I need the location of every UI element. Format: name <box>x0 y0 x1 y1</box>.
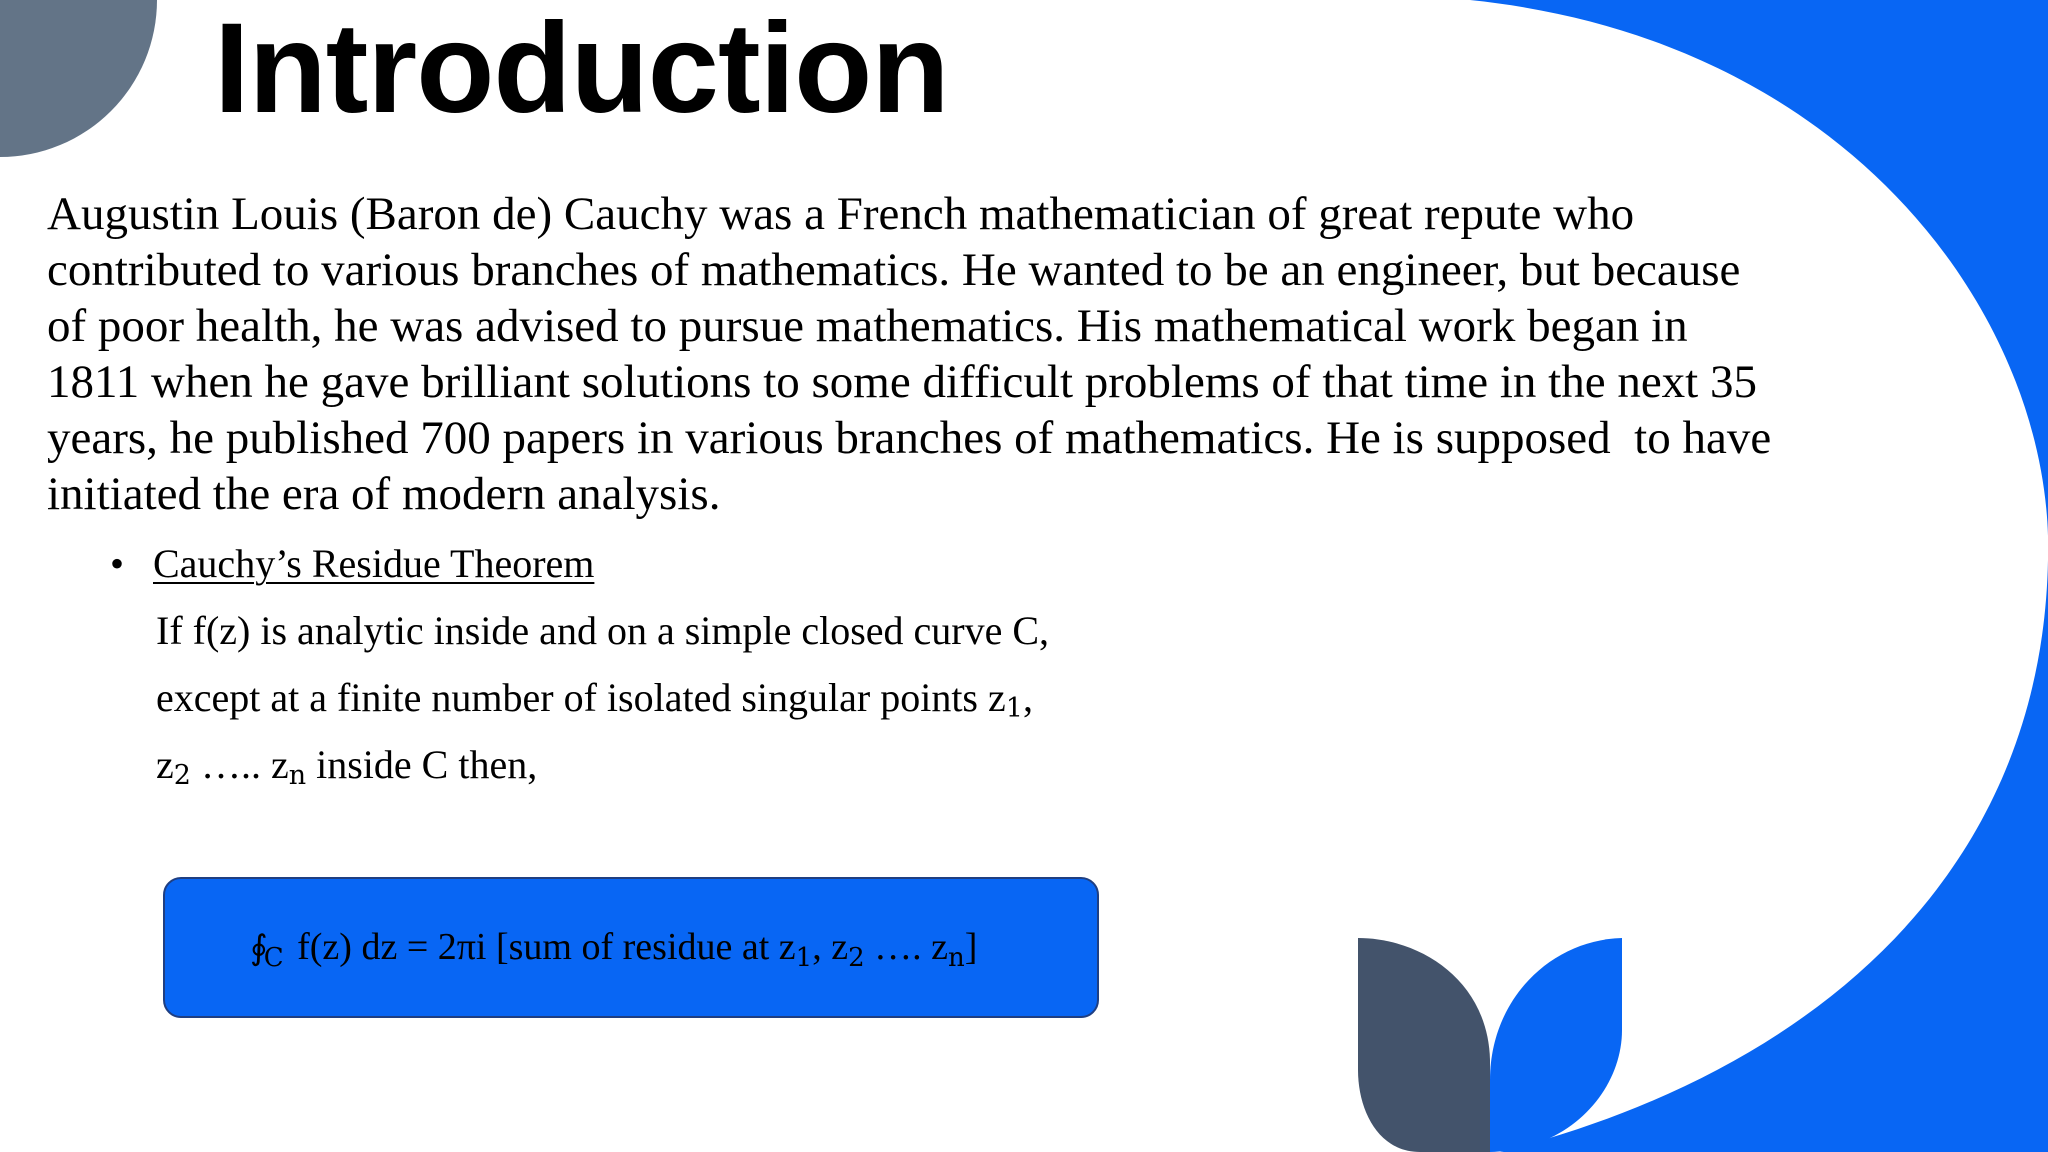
formula-separator: , z <box>812 926 849 968</box>
theorem-line-2 <box>156 671 1033 725</box>
integral-subscript-c: C <box>263 943 284 973</box>
theorem-line-3-z: z <box>156 742 174 787</box>
residue-formula <box>250 920 977 975</box>
formula-subscript-2: 2 <box>848 943 865 973</box>
formula-lhs: f(z) dz = 2πi [sum of residue at z <box>287 926 796 968</box>
intro-line-2: contributed to various branches of mathematics. He wanted to be an engineer, but because <box>47 244 1741 296</box>
theorem-line-1: If f(z) is analytic inside and on a simple closed curve C, <box>156 608 1050 653</box>
formula-close-bracket: ] <box>964 926 978 968</box>
slide-title: Introduction <box>214 0 949 140</box>
theorem-line-3-end: inside C then, <box>306 742 538 787</box>
intro-line-4: 1811 when he gave brilliant solutions to some difficult problems of that time in the next 35 <box>47 356 1757 408</box>
theorem-line-2-end: , <box>1022 675 1033 720</box>
intro-line-1: Augustin Louis (Baron de) Cauchy was a French mathematician of great repute who <box>47 188 1635 240</box>
theorem-line-2-text: except at a finite number of isolated singular points z <box>156 675 1006 720</box>
formula-subscript-n: n <box>948 943 965 973</box>
theorem-line-3 <box>156 738 537 792</box>
intro-line-5: years, he published 700 papers in various branches of mathematics. He is supposed to have <box>47 412 1772 464</box>
contour-integral-symbol: ∮ <box>250 928 268 968</box>
intro-line-3: of poor health, he was advised to pursue mathematics. His mathematical work began in <box>47 300 1688 352</box>
subscript-2: 2 <box>173 760 191 791</box>
subscript-n: n <box>288 760 307 791</box>
subscript-1: 1 <box>1005 693 1023 724</box>
intro-paragraph <box>47 186 1977 522</box>
formula-dots: …. z <box>864 926 949 968</box>
formula-subscript-1: 1 <box>795 943 813 973</box>
theorem-heading: Cauchy’s Residue Theorem <box>153 541 595 586</box>
bullet-marker: • <box>110 541 125 586</box>
intro-line-6: initiated the era of modern analysis. <box>47 468 721 520</box>
theorem-line-3-dots: ….. z <box>190 742 289 787</box>
